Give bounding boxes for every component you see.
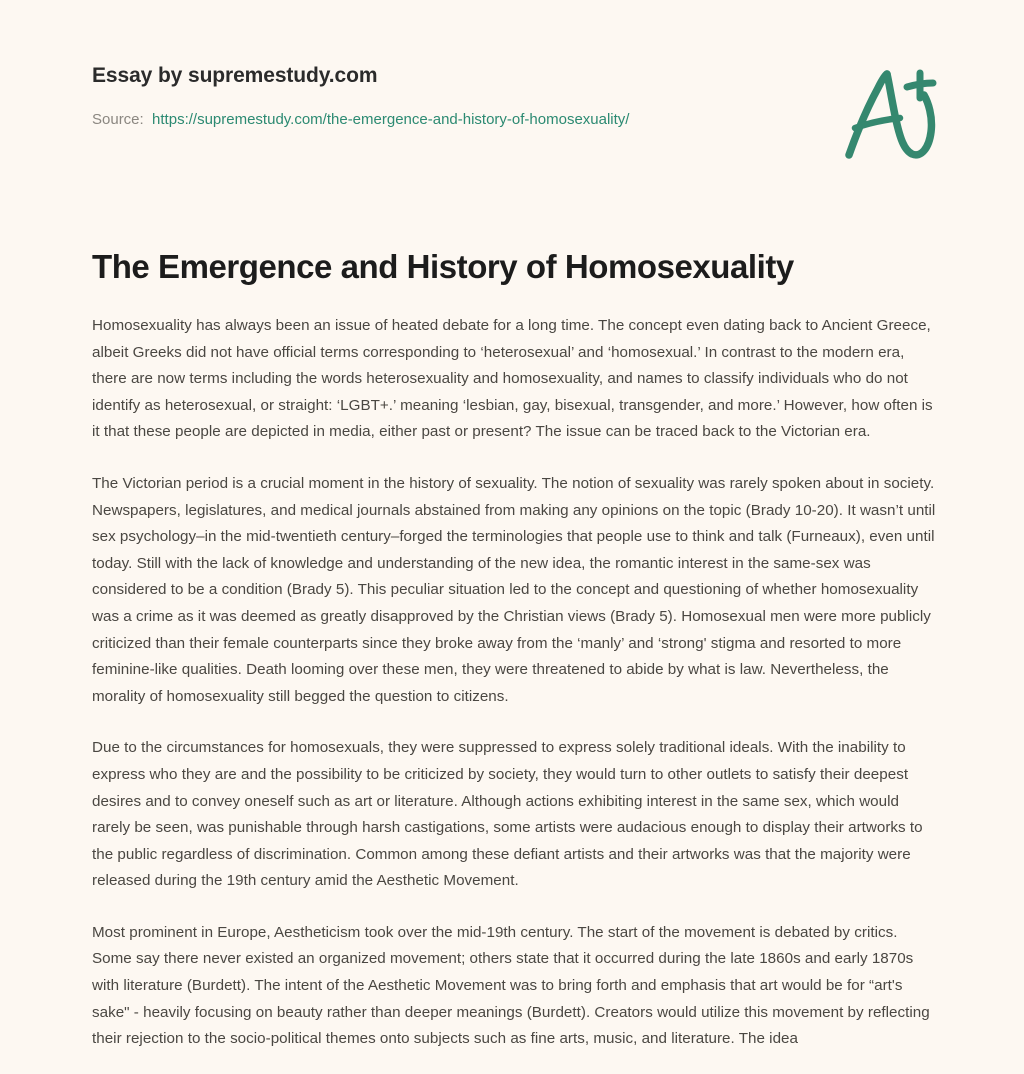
source-url-link[interactable]: https://supremestudy.com/the-emergence-and-history-of-homosexuality/: [152, 111, 630, 129]
paragraph: Due to the circumstances for homosexuals, they were suppressed to express solely traditional ideals. With the inability to express who they are and the possibility to be criticized by society, they would turn to other outlets to satisfy their deepest desires and to convey oneself such as art or literature. Although actions exhibiting interest in the same sex, which would rarely be seen, was punishable through harsh castigations, some artists were audacious enough to display their artworks to the public regardless of discrimination. Common among these defiant artists and their artworks was that the majority were released during the 19th century amid the Aesthetic Movement.: [92, 739, 923, 890]
paragraph: The Victorian period is a crucial moment in the history of sexuality. The notion of sexuality was rarely spoken about in society. Newspapers, legislatures, and medical journals abstained from making any opinions on the topic (Brady 10-20). It wasn’t until sex psychology–in the mid-twentieth century–forged the terminologies that people use to think and talk (Furneaux), even until today. Still with the lack of knowledge and understanding of the new idea, the romantic interest in the same-sex was considered to be a condition (Brady 5). This peculiar situation led to the concept and questioning of whether homosexuality was a crime as it was deemed as greatly disapproved by the Christian views (Brady 5). Homosexual men were more publicly criticized than their female counterparts since they broke away from the ‘manly’ and ‘strong' stigma and resorted to more feminine-like qualities. Death looming over these men, they were threatened to abide by what is law. Nevertheless, the morality of homosexuality still begged the question to citizens.: [92, 474, 936, 705]
document-header: [92, 62, 954, 130]
a-plus-logo-icon: [830, 58, 950, 168]
paragraph: Most prominent in Europe, Aestheticism took over the mid-19th century. The start of the movement is debated by critics. Some say there never existed an organized movement; others state that it occurred during the late 1860s and early 1870s with literature (Burdett). The intent of the Aesthetic Movement was to bring forth and emphasis that art would be for “art's sake" - heavily focusing on beauty rather than deeper meanings (Burdett). Creators would utilize this movement by reflecting their rejection to the socio-political themes onto subjects such as fine arts, music, and literature. The idea: [92, 923, 930, 1048]
article-body: [92, 313, 937, 1073]
paragraph: Homosexuality has always been an issue of heated debate for a long time. The concept even dating back to Ancient Greece, albeit Greeks did not have official terms corresponding to ‘heterosexual’ and ‘homosexual.’ In contrast to the modern era, there are now terms including the words heterosexuality and homosexuality, and names to classify individuals who do not identify as heterosexual, or straight: ‘LGBT+.’ meaning ‘lesbian, gay, bisexual, transgender, and more.’ However, how often is it that these people are depicted in media, either past or present? The issue can be traced back to the Victorian era.: [92, 317, 933, 441]
byline: Essay by supremestudy.com: [92, 64, 378, 87]
source-label: Source:: [92, 111, 144, 129]
page-title: The Emergence and History of Homosexuality: [92, 248, 794, 285]
source-line: [92, 110, 954, 130]
